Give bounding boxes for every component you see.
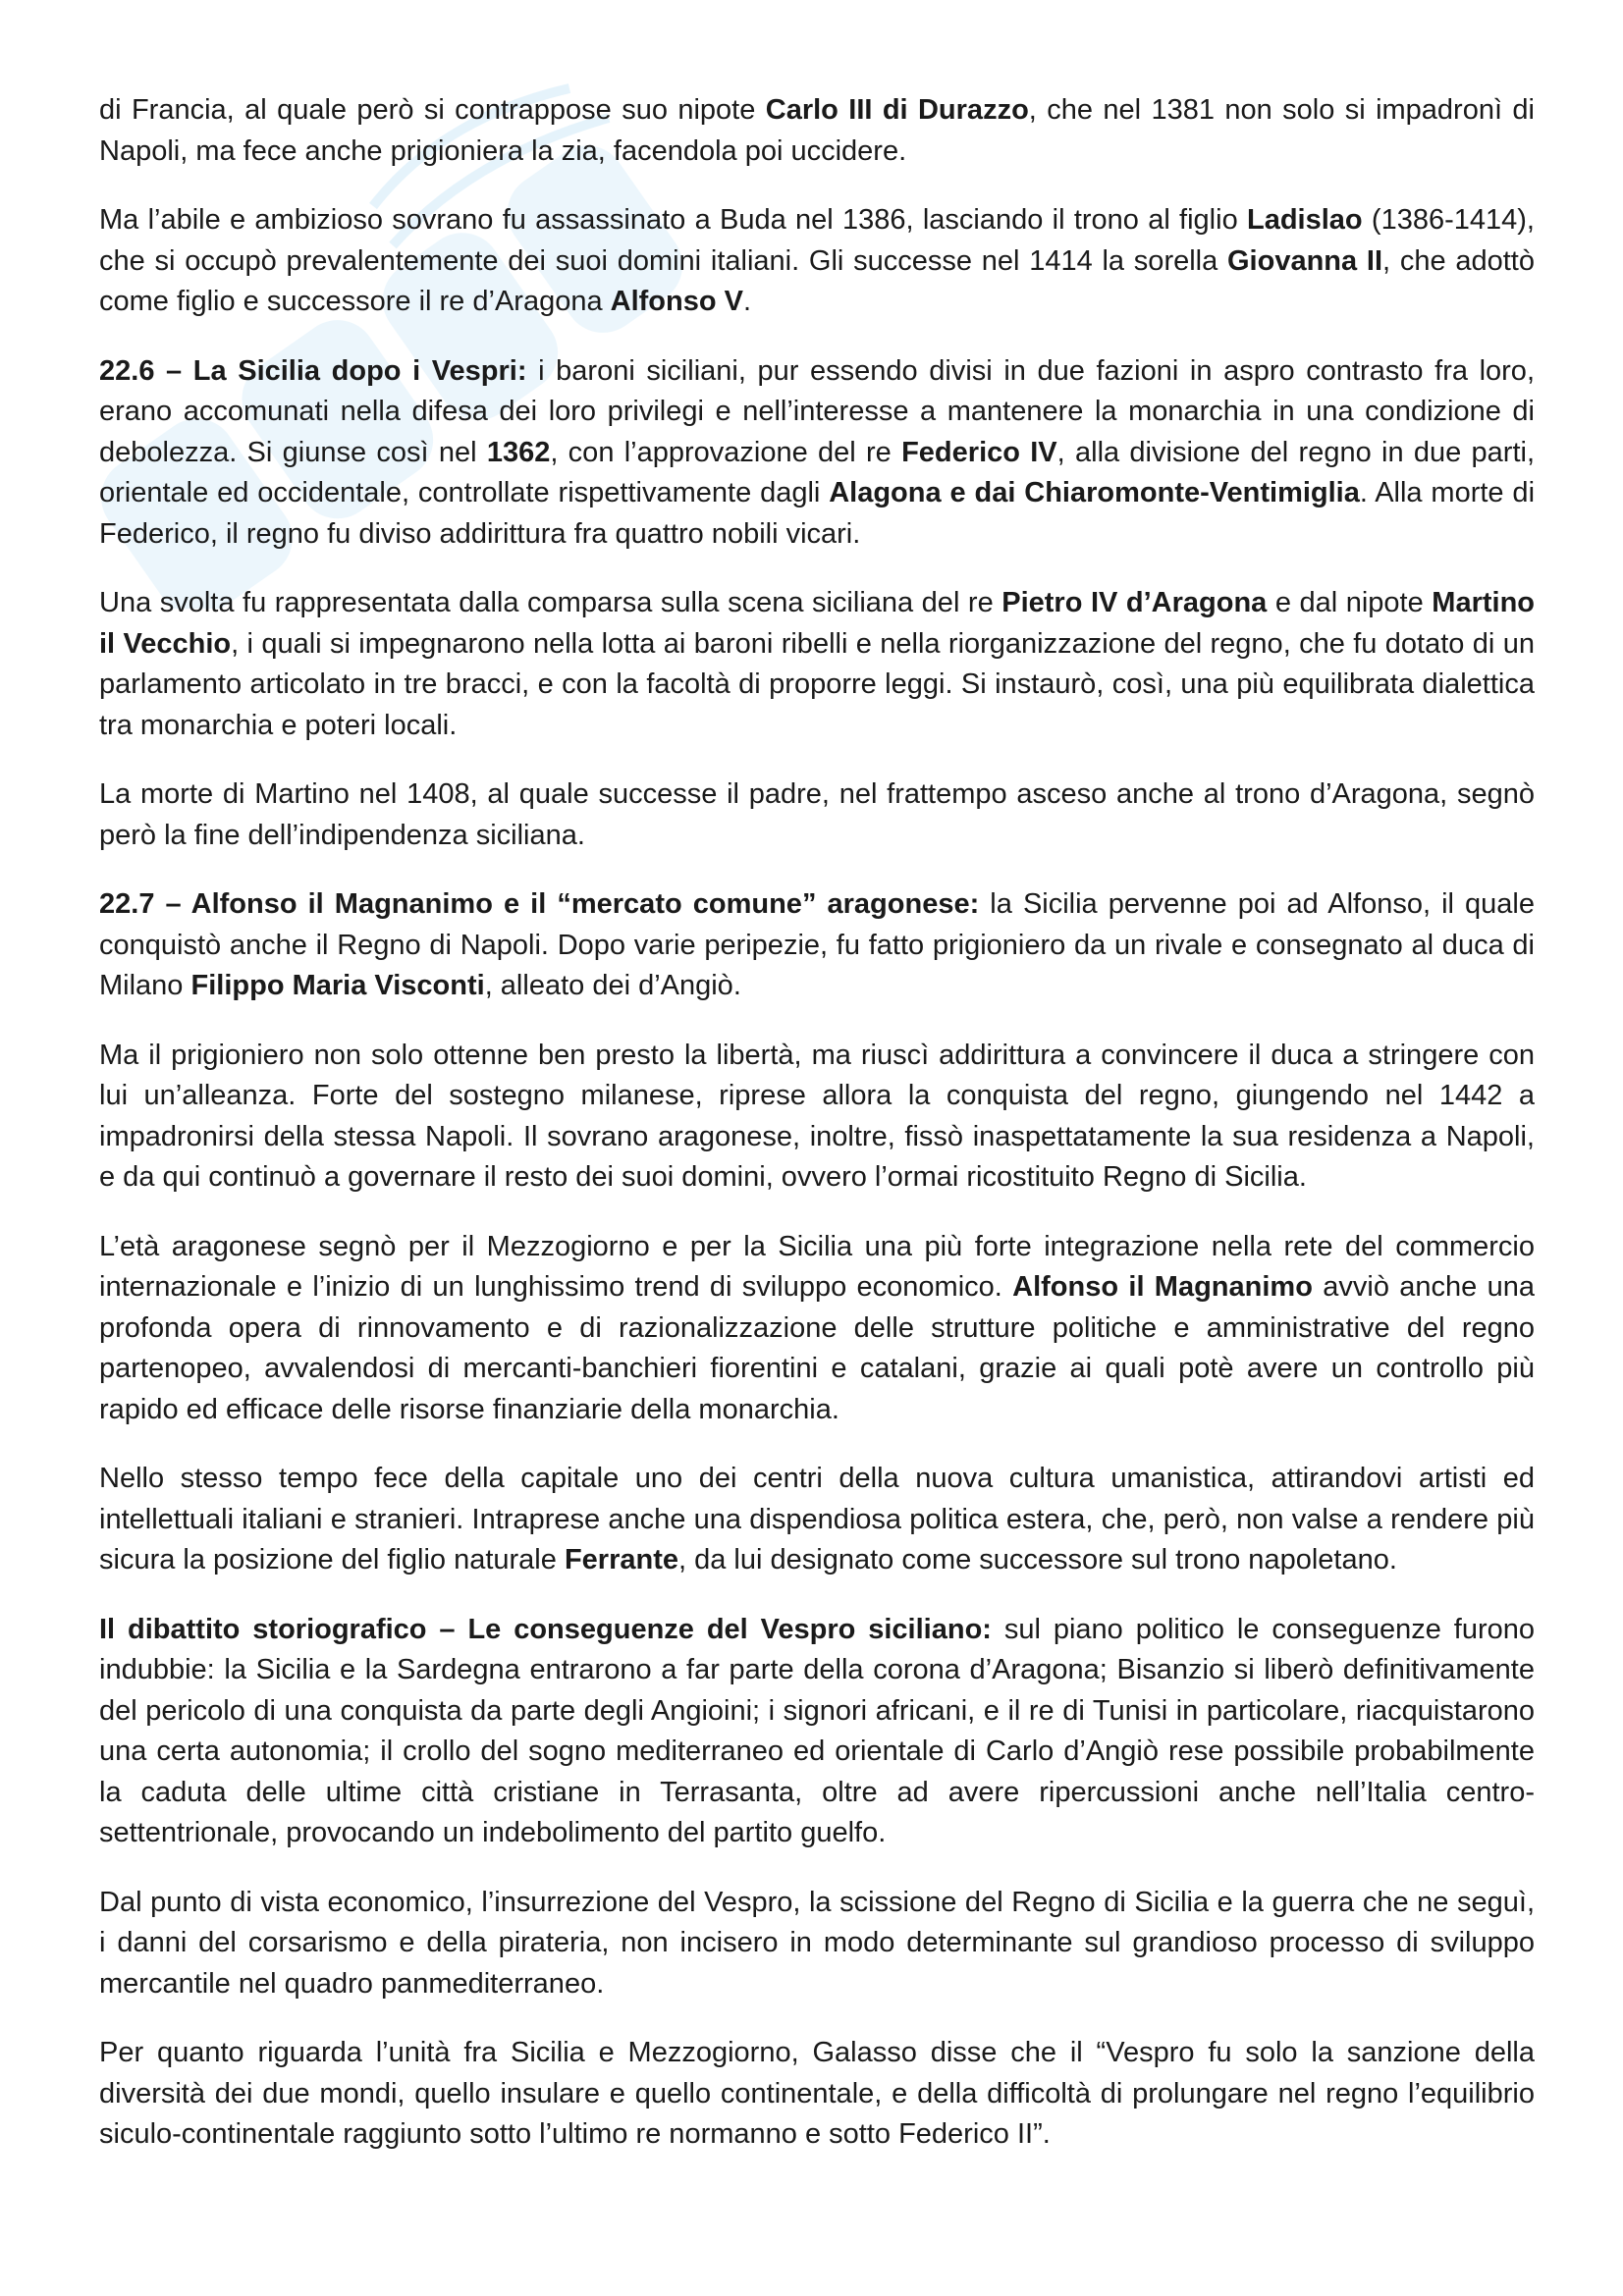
text-segment: , con l’approvazione del re (550, 436, 902, 468)
bold-text: Alfonso V (610, 286, 743, 317)
bold-text: 22.7 – Alfonso il Magnanimo e il “mercato comune” aragonese: (99, 888, 980, 920)
bold-text: Ferrante (564, 1544, 678, 1575)
text-segment: L’età aragonese segnò per il Mezzogiorno e per la Sicilia una più forte integrazione nella rete del commercio internazionale e l’inizio di un lunghissimo trend di sviluppo economico. (99, 1230, 1535, 1303)
text-segment: (1386-1414), che si occupò prevalentemente dei suoi domini italiani. Gli successe nel 1414 la sorella (99, 204, 1535, 277)
bold-text: 22.6 – La Sicilia dopo i Vespri: (99, 354, 527, 387)
bold-text: Ladislao (1246, 204, 1363, 236)
bold-text: Carlo III di Durazzo (765, 94, 1029, 126)
bold-text: Federico IV (901, 436, 1057, 468)
text-segment: Una svolta fu rappresentata dalla comparsa sulla scena siciliana del re (99, 587, 1002, 618)
text-segment: Per quanto riguarda l’unità fra Sicilia e Mezzogiorno, Galasso disse che il “Vespro fu solo la sanzione della diversità dei due mondi, quello insulare e quello continentale, e della difficoltà di prolungare nel regno l’equilibrio siculo-continentale raggiunto sotto l’ultimo re normanno e sotto Federico II”. (99, 2037, 1535, 2150)
text-segment: , alla divisione del regno in due parti, orientale ed occidentale, controllate rispettivamente dagli (99, 436, 1535, 508)
text-segment: di Francia, al quale però si contrappose suo nipote (99, 94, 766, 126)
text-segment: . Alla morte di Federico, il regno fu diviso addirittura fra quattro nobili vicari. (99, 477, 1536, 550)
text-segment: Ma l’abile e ambizioso sovrano fu assassinato a Buda nel 1386, lasciando il trono al figlio (99, 204, 1247, 236)
bold-text: Filippo Maria Visconti (190, 970, 485, 1001)
paragraph-morte-martino (99, 774, 1535, 856)
text-segment: avviò anche una profonda opera di rinnovamento e di razionalizzazione delle strutture politiche e amministrative del regno partenopeo, avvalendosi di mercanti-banchieri fiorentini e catalani, grazie ai quali potè avere un controllo più rapido ed efficace delle risorse finanziarie della monarchia. (99, 1271, 1535, 1425)
text-segment: La morte di Martino nel 1408, al quale successe il padre, nel frattempo asceso anche al trono d’Aragona, segnò però la fine dell’indipendenza siciliana. (99, 778, 1535, 851)
text-segment: Nello stesso tempo fece della capitale uno dei centri della nuova cultura umanistica, attirandovi artisti ed intellettuali italiani e stranieri. Intraprese anche una dispendiosa politica estera, che, però, non valse a rendere più sicura la posizione del figlio naturale (99, 1463, 1535, 1575)
bold-text: Giovanna II (1227, 244, 1383, 277)
paragraph-ladislao (99, 200, 1535, 323)
text-segment: Dal punto di vista economico, l’insurrezione del Vespro, la scissione del Regno di Sicilia e la guerra che ne seguì, i danni del corsarismo e della pirateria, non incisero in modo determinante sul grandioso processo di sviluppo mercantile nel quadro panmediterraneo. (99, 1886, 1535, 2000)
paragraph-section-22-7 (99, 884, 1535, 1007)
text-segment: i baroni siciliani, pur essendo divisi in due fazioni in aspro contrasto fra loro, erano accomunati nella difesa dei loro privilegi e nell’interesse a mantenere la monarchia in una condizione di debolezza. Si giunse così nel (99, 354, 1535, 468)
document-page (99, 90, 1535, 2184)
paragraph-eta-aragonese (99, 1227, 1535, 1431)
paragraph-section-22-6 (99, 351, 1535, 556)
bold-text: Alagona e dai Chiaromonte-Ventimiglia (829, 477, 1360, 508)
text-segment: , che adottò come figlio e successore il re d’Aragona (99, 244, 1535, 317)
text-segment: sul piano politico le conseguenze furono indubbie: la Sicilia e la Sardegna entrarono a far parte della corona d’Aragona; Bisanzio si liberò definitivamente del pericolo di una conquista da parte degli Angioini; i signori africani, e il re di Tunisi in particolare, riacquistarono una certa autonomia; il crollo del sogno mediterraneo ed orientale di Carlo d’Angiò rese possibile probabilmente la caduta delle ultime città cristiane in Terrasanta, oltre ad avere ripercussioni anche nell’Italia centro-settentrionale, provocando un indebolimento del partito guelfo. (99, 1613, 1536, 1848)
text-segment: Ma il prigioniero non solo ottenne ben presto la libertà, ma riuscì addirittura a convincere il duca a stringere con lui un’alleanza. Forte del sostegno milanese, riprese allora la conquista del regno, giungendo nel 1442 a impadronirsi della stessa Napoli. Il sovrano aragonese, inoltre, fissò inaspettatamente la sua residenza a Napoli, e da qui continuò a governare il resto dei suoi domini, ovvero l’ormai ricostituito Regno di Sicilia. (99, 1039, 1535, 1193)
bold-text: 1362 (486, 436, 551, 468)
paragraph-dibattito-storiografico (99, 1610, 1535, 1854)
paragraph-cultura-umanistica (99, 1459, 1535, 1581)
text-segment: , che nel 1381 non solo si impadronì di Napoli, ma fece anche prigioniera la zia, facendola poi uccidere. (99, 94, 1535, 167)
bold-text: Il dibattito storiografico – Le conseguenze del Vespro siciliano: (99, 1613, 992, 1645)
paragraph-punto-di-vista-economico (99, 1883, 1535, 2005)
text-segment: , alleato dei d’Angiò. (484, 970, 741, 1001)
text-segment: la Sicilia pervenne poi ad Alfonso, il quale conquistò anche il Regno di Napoli. Dopo varie peripezie, fu fatto prigioniero da un rivale e consegnato al duca di Milano (99, 888, 1535, 1001)
text-segment: , i quali si impegnarono nella lotta ai baroni ribelli e nella riorganizzazione del regno, che fu dotato di un parlamento articolato in tre bracci, e con la facoltà di proporre leggi. Si instaurò, così, una più equilibrata dialettica tra monarchia e poteri locali. (99, 627, 1535, 741)
paragraph-carlo-durazzo (99, 90, 1535, 172)
bold-text: Martino il Vecchio (99, 587, 1535, 660)
text-segment: e dal nipote (1267, 587, 1433, 618)
bold-text: Pietro IV d’Aragona (1001, 587, 1268, 618)
text-segment: , da lui designato come successore sul trono napoletano. (678, 1544, 1397, 1575)
paragraph-galasso (99, 2033, 1535, 2156)
text-segment: . (742, 286, 752, 317)
bold-text: Alfonso il Magnanimo (1012, 1271, 1313, 1303)
paragraph-pietro-martino (99, 583, 1535, 746)
paragraph-prigioniero (99, 1036, 1535, 1199)
